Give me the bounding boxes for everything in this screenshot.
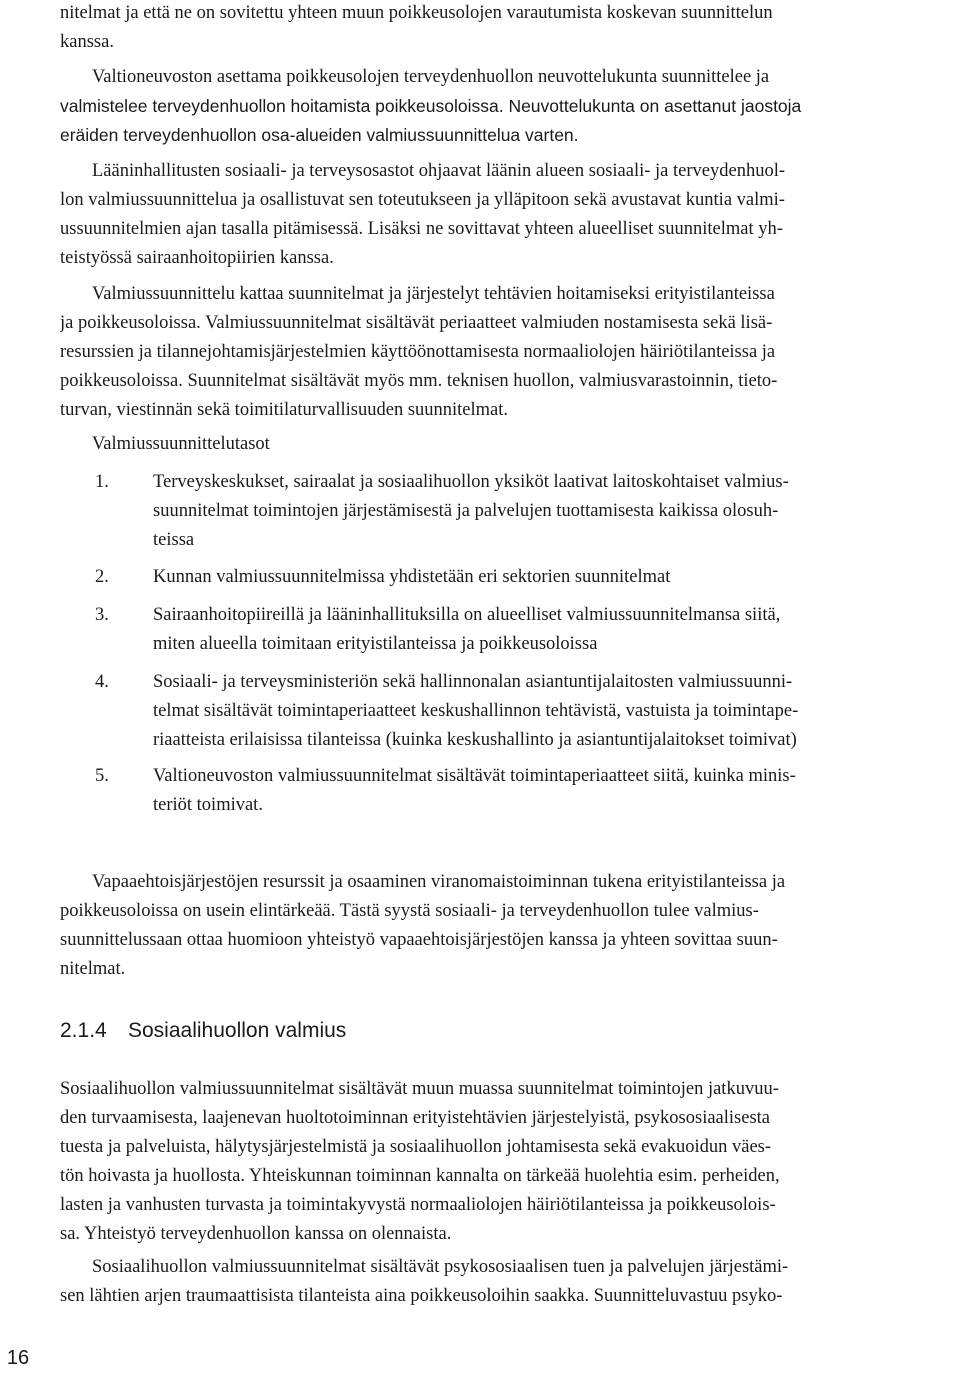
list-number: 2. bbox=[95, 567, 109, 587]
section-title: Sosiaalihuollon valmius bbox=[128, 1019, 347, 1042]
text-line: eräiden terveydenhuollon osa-alueiden valmiussuunnittelua varten. bbox=[60, 125, 579, 145]
list-number: 1. bbox=[95, 472, 109, 492]
text-line: resurssien ja tilannejohtamisjärjestelmien käyttöönottamisesta normaaliolojen häiriötilanteissa ja bbox=[60, 342, 776, 362]
text-line: lon valmiussuunnittelua ja osallistuvat sen toteutukseen ja ylläpitoon sekä avustavat kuntia valmi- bbox=[60, 190, 785, 210]
text-line: poikkeusoloissa. Suunnitelmat sisältävät myös mm. teknisen huollon, valmiusvarastoinnin, tieto- bbox=[60, 371, 778, 391]
list-number: 5. bbox=[95, 766, 109, 786]
text-line: nitelmat ja että ne on sovitettu yhteen muun poikkeusolojen varautumista koskevan suunnittelun bbox=[60, 3, 773, 23]
list-item-line: Sairaanhoitopiireillä ja lääninhallituksilla on alueelliset valmiussuunnitelmansa siitä, bbox=[153, 605, 781, 625]
text-line: sen lähtien arjen traumaattisista tilanteista aina poikkeusoloihin saakka. Suunnitteluvastuu psyko- bbox=[60, 1286, 783, 1306]
list-item-line: telmat sisältävät toimintaperiaatteet keskushallinnon tehtävistä, vastuista ja toimintape- bbox=[153, 701, 799, 721]
text-line: valmistelee terveydenhuollon hoitamista poikkeusoloissa. Neuvottelukunta on asettanut jaostoja bbox=[60, 96, 802, 116]
text-line: suunnittelussaan ottaa huomioon yhteistyö vapaaehtoisjärjestöjen kanssa ja yhteen sovittaa suun- bbox=[60, 930, 778, 950]
text-line: lasten ja vanhusten turvasta ja toimintakyvystä normaaliolojen häiriötilanteissa ja poikkeusolois- bbox=[60, 1195, 776, 1215]
text-line: poikkeusoloissa on usein elintärkeää. Tästä syystä sosiaali- ja terveydenhuollon tulee valmius- bbox=[60, 901, 759, 921]
text-line: den turvaamisesta, laajenevan huoltotoiminnan erityistehtävien järjestelyistä, psykososiaalisesta bbox=[60, 1108, 771, 1128]
text-line: ja poikkeusoloissa. Valmiussuunnitelmat sisältävät periaatteet valmiuden nostamisesta sekä lisä- bbox=[60, 313, 773, 333]
text-line: tuesta ja palveluista, hälytysjärjestelmistä ja sosiaalihuollon johtamisesta sekä evakuoidun väes- bbox=[60, 1137, 772, 1157]
text-line: turvan, viestinnän sekä toimitilaturvallisuuden suunnitelmat. bbox=[60, 400, 509, 420]
text-line: Valtioneuvoston asettama poikkeusolojen terveydenhuollon neuvottelukunta suunnittelee ja bbox=[92, 67, 770, 87]
list-item-line: suunnitelmat toimintojen järjestämisestä ja palvelujen tuottamisesta kaikissa olosuh- bbox=[153, 501, 779, 521]
section-heading bbox=[60, 1016, 346, 1046]
list-item-line: Kunnan valmiussuunnitelmissa yhdistetään eri sektorien suunnitelmat bbox=[153, 567, 671, 587]
section-number: 2.1.4 bbox=[60, 1019, 107, 1042]
list-item-line: Terveyskeskukset, sairaalat ja sosiaalihuollon yksiköt laativat laitoskohtaiset valmius- bbox=[153, 472, 789, 492]
text-line: nitelmat. bbox=[60, 959, 126, 979]
text-line: teistyössä sairaanhoitopiirien kanssa. bbox=[60, 248, 334, 268]
list-item-line: riaatteista erilaisissa tilanteissa (kuinka keskushallinto ja asiantuntijalaitokset toimivat) bbox=[153, 730, 797, 750]
text-line: Sosiaalihuollon valmiussuunnitelmat sisältävät muun muassa suunnitelmat toimintojen jatkuvuu- bbox=[60, 1079, 779, 1099]
text-line: ussuunnitelmien ajan tasalla pitämisessä. Lisäksi ne sovittavat yhteen alueelliset suunnitelmat yh- bbox=[60, 219, 783, 239]
list-number: 4. bbox=[95, 672, 109, 692]
list-item-line: miten alueella toimitaan erityistilanteissa ja poikkeusoloissa bbox=[153, 634, 598, 654]
text-line: Vapaaehtoisjärjestöjen resurssit ja osaaminen viranomaistoiminnan tukena erityistilanteissa ja bbox=[92, 872, 786, 892]
list-item-line: Sosiaali- ja terveysministeriön sekä hallinnonalan asiantuntijalaitosten valmiussuunni- bbox=[153, 672, 793, 692]
list-item-line: teriöt toimivat. bbox=[153, 795, 263, 815]
list-number: 3. bbox=[95, 605, 109, 625]
text-line: Lääninhallitusten sosiaali- ja terveysosastot ohjaavat läänin alueen sosiaali- ja terveydenhuol- bbox=[92, 161, 786, 181]
text-line: sa. Yhteistyö terveydenhuollon kanssa on olennaista. bbox=[60, 1224, 452, 1244]
list-title: Valmiussuunnittelutasot bbox=[92, 434, 270, 454]
text-line: tön hoivasta ja huollosta. Yhteiskunnan toiminnan kannalta on tärkeää huolehtia esim. perheiden, bbox=[60, 1166, 780, 1186]
list-item-line: teissa bbox=[153, 530, 195, 550]
list-item-line: Valtioneuvoston valmiussuunnitelmat sisältävät toimintaperiaatteet siitä, kuinka minis- bbox=[153, 766, 796, 786]
page-number: 16 bbox=[6, 1347, 30, 1369]
text-line: Valmiussuunnittelu kattaa suunnitelmat ja järjestelyt tehtävien hoitamiseksi erityistilanteissa bbox=[92, 284, 775, 304]
text-line: Sosiaalihuollon valmiussuunnitelmat sisältävät psykososiaalisen tuen ja palvelujen järjestämi- bbox=[92, 1257, 789, 1277]
text-line: kanssa. bbox=[60, 32, 114, 52]
